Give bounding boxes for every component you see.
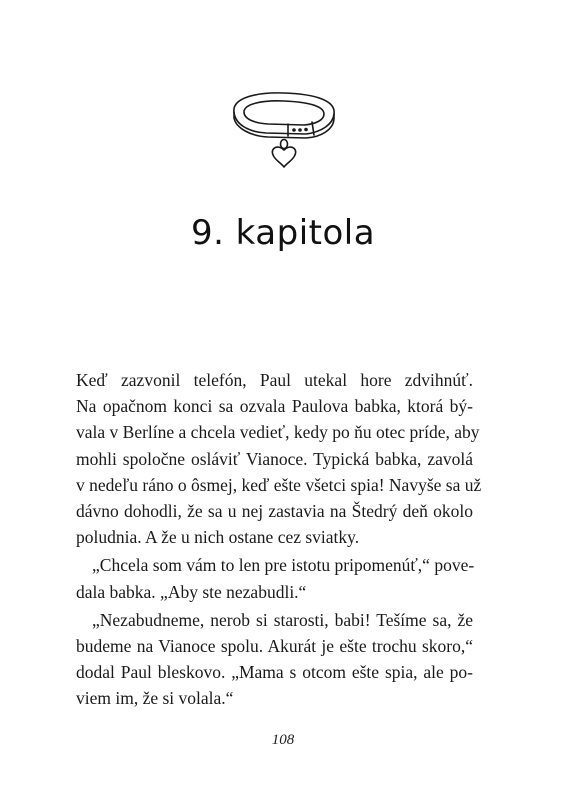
text-line: dala babka. „Aby ste nezabudli.“ — [76, 581, 307, 602]
chapter-title: 9. kapitola — [190, 212, 376, 253]
text-line: Keď zazvonil telefón, Paul utekal hore zdvihnúť. — [76, 370, 473, 390]
chapter-body — [76, 367, 482, 712]
paragraph-1 — [76, 367, 482, 550]
text-line: v nedeľu ráno o ôsmej, keď ešte všetci spia! Navyše sa už — [76, 474, 482, 495]
text-line: „Chcela som vám to len pre istotu pripomenúť,“ pove- — [92, 555, 475, 576]
text-line: „Nezabudneme, nerob si starosti, babi! Tešíme sa, že — [92, 609, 473, 630]
text-line: vala v Berlíne a chcela vedieť, kedy po ňu otec príde, aby — [76, 422, 480, 443]
text-line: Na opačnom konci sa ozvala Paulova babka, ktorá bý- — [76, 396, 473, 417]
text-line: poludnia. A že u nich ostane cez sviatky. — [76, 527, 360, 548]
text-line: dodal Paul bleskovo. „Mama s otcom ešte spia, ale po- — [76, 662, 473, 683]
page-number: 108 — [271, 732, 295, 748]
text-line: mohli spoločne osláviť Vianoce. Typická babka, zavolá — [76, 448, 473, 469]
paragraph-3 — [76, 607, 473, 712]
text-line: viem im, že si volala.“ — [76, 688, 234, 709]
collar-with-heart-tag-icon — [226, 88, 342, 172]
text-line: budeme na Vianoce spolu. Akurát je ešte trochu skoro,“ — [76, 636, 473, 657]
paragraph-2 — [76, 552, 473, 604]
text-line: dávno dohodli, že sa u nej zastavia na Štedrý deň okolo — [76, 501, 473, 522]
